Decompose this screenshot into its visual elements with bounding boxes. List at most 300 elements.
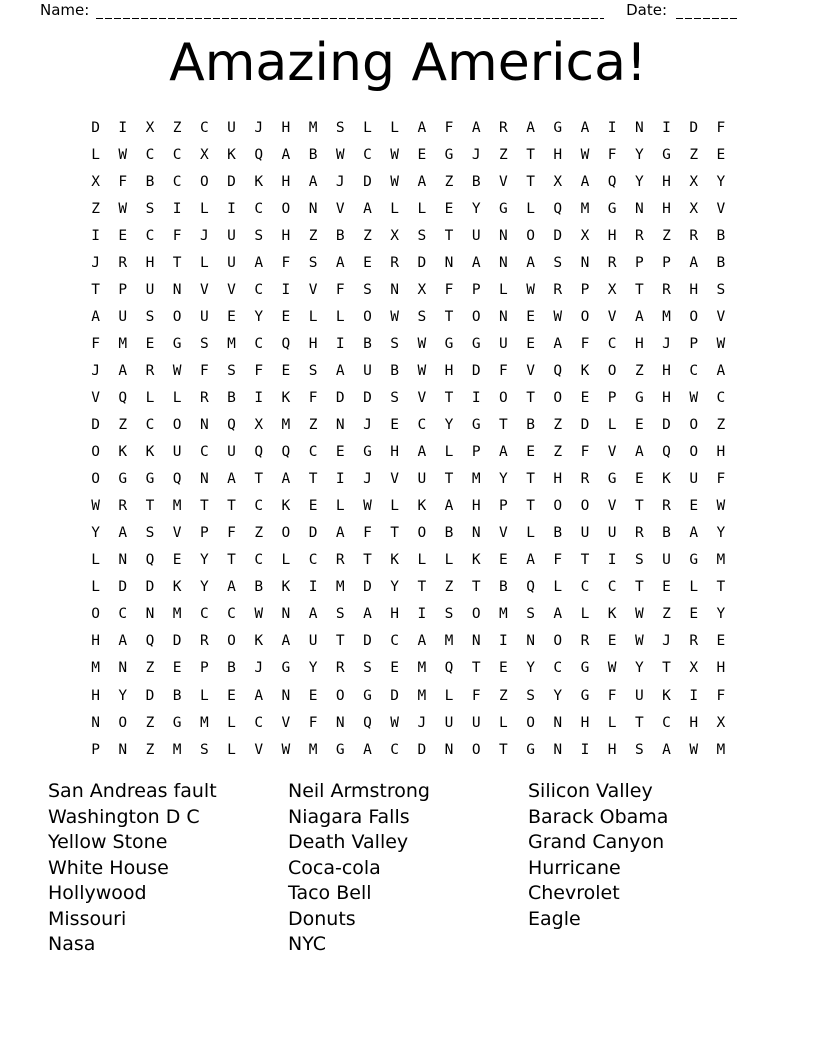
grid-letter: C (716, 389, 726, 406)
grid-letter: N (335, 417, 345, 434)
grid-letter: F (281, 254, 291, 271)
grid-letter: A (471, 119, 481, 136)
grid-letter: N (580, 254, 590, 271)
word-list-column-1 (48, 779, 217, 958)
grid-letter: V (227, 281, 236, 298)
grid-letter: H (689, 714, 699, 731)
grid-letter: H (281, 173, 291, 190)
grid-letter: G (580, 660, 590, 677)
grid-letter: C (227, 606, 236, 623)
grid-letter: L (281, 552, 291, 569)
grid-letter: X (580, 227, 590, 244)
grid-letter: A (335, 362, 345, 379)
grid-letter: J (363, 471, 372, 488)
grid-letter: W (526, 281, 535, 298)
grid-letter: O (417, 525, 427, 542)
grid-letter: U (227, 119, 236, 136)
grid-letter: K (227, 146, 236, 163)
grid-letter: A (526, 552, 535, 569)
grid-letter: C (254, 498, 264, 515)
grid-letter: L (308, 308, 318, 325)
grid-letter: B (335, 227, 345, 244)
grid-letter: V (308, 281, 318, 298)
grid-letter: R (662, 281, 671, 298)
grid-letter: A (689, 525, 699, 542)
grid-letter: M (580, 200, 590, 217)
grid-letter: V (199, 281, 209, 298)
grid-letter: D (335, 389, 345, 406)
grid-row (82, 709, 735, 736)
grid-letter: E (499, 552, 508, 569)
grid-letter: U (471, 227, 481, 244)
grid-letter: L (607, 417, 617, 434)
grid-letter: U (499, 335, 508, 352)
grid-letter: U (417, 471, 427, 488)
grid-letter: F (308, 714, 318, 731)
grid-letter: V (607, 444, 617, 461)
grid-letter: E (444, 200, 454, 217)
grid-letter: H (607, 227, 617, 244)
grid-letter: I (91, 227, 100, 244)
grid-letter: O (91, 471, 100, 488)
grid-letter: Z (145, 741, 155, 758)
grid-letter: F (118, 173, 128, 190)
grid-letter: D (91, 417, 100, 434)
grid-letter: A (363, 200, 372, 217)
grid-letter: L (390, 200, 400, 217)
grid-letter: A (580, 119, 590, 136)
grid-letter: Q (145, 633, 155, 650)
grid-letter: E (417, 146, 427, 163)
grid-letter: X (689, 660, 699, 677)
grid-letter: Y (716, 606, 726, 623)
grid-letter: Z (118, 417, 128, 434)
grid-letter: J (199, 227, 209, 244)
grid-letter: Z (634, 362, 644, 379)
grid-letter: E (308, 687, 318, 704)
grid-letter: E (607, 633, 617, 650)
grid-letter: H (580, 714, 590, 731)
grid-letter: S (417, 308, 427, 325)
grid-letter: E (662, 579, 671, 596)
grid-letter: A (417, 633, 427, 650)
grid-letter: U (118, 308, 128, 325)
word-list-item: Washington D C (48, 805, 200, 828)
grid-letter: T (199, 498, 209, 515)
grid-letter: L (417, 200, 427, 217)
grid-letter: N (499, 227, 508, 244)
grid-letter: B (227, 660, 236, 677)
grid-letter: D (172, 633, 182, 650)
grid-letter: E (227, 308, 236, 325)
grid-letter: A (308, 173, 318, 190)
grid-letter: Q (227, 417, 236, 434)
grid-letter: R (390, 254, 400, 271)
grid-letter: Z (444, 173, 454, 190)
grid-letter: T (580, 552, 590, 569)
grid-letter: I (281, 281, 291, 298)
grid-letter: C (145, 417, 155, 434)
grid-letter: K (417, 498, 427, 515)
grid-row (82, 466, 735, 493)
grid-letter: P (689, 335, 699, 352)
grid-letter: A (227, 579, 236, 596)
word-search-grid (82, 114, 735, 763)
grid-letter: O (363, 308, 372, 325)
grid-letter: E (363, 254, 372, 271)
grid-letter: Z (308, 417, 318, 434)
grid-letter: E (580, 389, 590, 406)
word-list-item: Grand Canyon (528, 831, 665, 853)
grid-letter: R (634, 227, 644, 244)
grid-letter: N (553, 741, 563, 758)
grid-letter: T (417, 579, 427, 596)
grid-letter: R (118, 498, 128, 515)
grid-letter: N (118, 741, 128, 758)
grid-letter: Z (689, 146, 699, 163)
grid-letter: M (281, 417, 291, 434)
grid-letter: W (607, 660, 617, 677)
grid-letter: K (580, 362, 590, 379)
grid-letter: I (607, 119, 617, 136)
grid-row (82, 303, 735, 330)
grid-letter: N (634, 200, 644, 217)
grid-letter: B (363, 335, 372, 352)
grid-row (82, 222, 735, 249)
grid-letter: D (580, 417, 590, 434)
grid-letter: B (716, 254, 726, 271)
grid-letter: S (145, 308, 155, 325)
grid-letter: L (390, 498, 400, 515)
grid-letter: X (91, 173, 100, 190)
grid-letter: A (689, 254, 699, 271)
grid-letter: E (145, 335, 155, 352)
grid-letter: L (689, 579, 699, 596)
grid-letter: W (363, 498, 372, 515)
grid-letter: W (91, 498, 100, 515)
grid-letter: C (553, 660, 563, 677)
grid-letter: B (716, 227, 726, 244)
grid-letter: T (145, 498, 155, 515)
grid-letter: R (662, 498, 671, 515)
grid-letter: N (118, 660, 128, 677)
grid-letter: U (580, 525, 590, 542)
grid-letter: C (199, 119, 209, 136)
grid-letter: O (91, 606, 100, 623)
grid-letter: C (308, 552, 318, 569)
grid-letter: L (91, 552, 100, 569)
grid-letter: K (254, 633, 264, 650)
grid-row (82, 412, 735, 439)
grid-letter: Z (553, 444, 563, 461)
name-label: Name: (40, 1, 90, 19)
grid-letter: K (662, 687, 671, 704)
grid-letter: J (662, 335, 671, 352)
grid-letter: V (281, 714, 291, 731)
grid-letter: A (118, 525, 128, 542)
grid-letter: N (199, 417, 209, 434)
grid-letter: U (227, 227, 236, 244)
grid-letter: A (634, 308, 644, 325)
grid-letter: O (471, 741, 481, 758)
grid-letter: E (526, 444, 535, 461)
grid-letter: Z (662, 606, 671, 623)
grid-letter: N (199, 471, 209, 488)
grid-letter: C (254, 335, 264, 352)
grid-letter: Q (662, 444, 671, 461)
grid-letter: H (662, 362, 671, 379)
grid-letter: J (417, 714, 427, 731)
grid-letter: O (499, 389, 508, 406)
grid-letter: N (118, 552, 128, 569)
grid-letter: F (607, 687, 617, 704)
grid-letter: C (390, 633, 400, 650)
word-list-item: San Andreas fault (48, 780, 217, 802)
grid-letter: S (444, 606, 454, 623)
grid-letter: S (254, 227, 264, 244)
grid-letter: E (308, 498, 318, 515)
grid-letter: P (607, 389, 617, 406)
grid-letter: P (91, 741, 100, 758)
grid-letter: U (363, 362, 372, 379)
grid-letter: N (91, 714, 100, 731)
grid-letter: M (417, 687, 427, 704)
word-list-item: Barack Obama (528, 805, 669, 828)
grid-letter: X (390, 227, 400, 244)
grid-letter: L (526, 200, 535, 217)
grid-letter: T (227, 552, 236, 569)
grid-letter: W (172, 362, 182, 379)
grid-letter: L (199, 254, 209, 271)
grid-letter: K (471, 552, 481, 569)
grid-letter: G (607, 200, 617, 217)
grid-letter: E (390, 660, 400, 677)
grid-letter: Z (553, 417, 563, 434)
grid-letter: B (662, 525, 671, 542)
word-list-item: Neil Armstrong (288, 780, 430, 802)
grid-letter: F (607, 146, 617, 163)
grid-letter: A (254, 687, 264, 704)
grid-letter: A (716, 362, 726, 379)
grid-letter: G (607, 471, 617, 488)
word-list-item: Silicon Valley (528, 780, 653, 802)
grid-letter: W (390, 714, 400, 731)
grid-letter: G (444, 335, 454, 352)
grid-letter: H (91, 633, 100, 650)
grid-letter: B (227, 389, 236, 406)
grid-letter: O (199, 173, 209, 190)
word-list-item: NYC (288, 933, 327, 955)
grid-letter: H (634, 335, 644, 352)
grid-letter: F (471, 687, 481, 704)
grid-letter: D (363, 173, 372, 190)
grid-letter: N (335, 714, 345, 731)
grid-letter: Y (390, 579, 400, 596)
grid-letter: S (363, 281, 372, 298)
grid-letter: G (444, 146, 454, 163)
grid-letter: V (716, 200, 726, 217)
grid-letter: T (526, 173, 535, 190)
grid-letter: T (634, 281, 644, 298)
grid-letter: T (526, 471, 535, 488)
grid-letter: W (634, 606, 644, 623)
grid-letter: T (526, 146, 535, 163)
grid-letter: F (91, 335, 100, 352)
grid-letter: A (417, 119, 427, 136)
grid-row (82, 493, 735, 520)
grid-letter: X (199, 146, 209, 163)
grid-letter: V (716, 308, 726, 325)
grid-letter: I (580, 741, 590, 758)
grid-letter: O (526, 227, 535, 244)
word-list-column-3 (528, 779, 668, 932)
grid-letter: X (607, 281, 617, 298)
grid-letter: D (689, 119, 699, 136)
grid-letter: V (499, 173, 508, 190)
grid-letter: E (689, 498, 699, 515)
grid-letter: W (634, 633, 644, 650)
grid-letter: E (118, 227, 128, 244)
grid-letter: X (417, 281, 427, 298)
grid-letter: E (281, 362, 291, 379)
grid-letter: F (199, 362, 209, 379)
grid-letter: S (526, 606, 535, 623)
grid-row (82, 114, 735, 141)
grid-letter: K (662, 471, 671, 488)
grid-letter: U (662, 552, 671, 569)
grid-letter: A (526, 254, 535, 271)
grid-letter: X (254, 417, 264, 434)
grid-letter: L (91, 579, 100, 596)
grid-letter: S (308, 254, 318, 271)
grid-letter: T (526, 389, 535, 406)
grid-letter: Y (471, 200, 481, 217)
grid-letter: M (172, 606, 182, 623)
grid-letter: B (499, 579, 508, 596)
grid-letter: Z (145, 660, 155, 677)
grid-letter: C (390, 741, 400, 758)
grid-letter: K (145, 444, 155, 461)
grid-letter: J (363, 417, 372, 434)
grid-letter: X (716, 714, 726, 731)
grid-letter: Z (716, 417, 726, 434)
grid-letter: Y (444, 417, 454, 434)
grid-letter: S (199, 335, 209, 352)
grid-letter: K (118, 444, 128, 461)
grid-letter: R (145, 362, 155, 379)
grid-letter: H (662, 173, 671, 190)
grid-letter: T (444, 227, 454, 244)
word-list-item: Death Valley (288, 831, 409, 853)
grid-letter: B (553, 525, 563, 542)
grid-letter: E (526, 308, 535, 325)
page-title: Amazing America! (169, 33, 647, 93)
grid-letter: N (390, 281, 400, 298)
grid-letter: F (363, 525, 372, 542)
grid-letter: C (172, 173, 182, 190)
grid-letter: U (145, 281, 155, 298)
grid-letter: B (471, 173, 481, 190)
grid-letter: U (227, 444, 236, 461)
grid-letter: L (145, 389, 155, 406)
grid-letter: K (254, 173, 264, 190)
grid-letter: R (689, 227, 699, 244)
grid-letter: I (254, 389, 264, 406)
grid-letter: O (553, 389, 563, 406)
grid-letter: V (417, 389, 427, 406)
grid-letter: U (172, 444, 182, 461)
grid-letter: L (199, 200, 209, 217)
grid-letter: Q (553, 200, 563, 217)
grid-letter: H (308, 335, 318, 352)
grid-letter: V (607, 308, 617, 325)
grid-row (82, 141, 735, 168)
grid-letter: H (662, 389, 671, 406)
grid-letter: Y (199, 552, 209, 569)
grid-letter: A (580, 173, 590, 190)
grid-letter: M (499, 606, 508, 623)
word-list-item: Taco Bell (288, 882, 372, 904)
word-list-item: Nasa (48, 933, 96, 955)
grid-letter: R (335, 552, 345, 569)
grid-letter: A (444, 498, 454, 515)
grid-row (82, 682, 735, 709)
grid-letter: H (662, 200, 671, 217)
grid-letter: C (172, 146, 182, 163)
grid-letter: P (471, 281, 481, 298)
grid-letter: G (634, 389, 644, 406)
grid-row (82, 357, 735, 384)
grid-row (82, 384, 735, 411)
grid-letter: T (363, 552, 372, 569)
word-list-item: Hurricane (528, 856, 621, 879)
grid-letter: U (607, 525, 617, 542)
grid-letter: O (118, 714, 128, 731)
grid-letter: Y (716, 173, 726, 190)
grid-letter: W (580, 146, 590, 163)
grid-letter: L (444, 552, 454, 569)
grid-letter: S (390, 335, 400, 352)
grid-letter: Z (363, 227, 372, 244)
grid-letter: F (335, 281, 345, 298)
grid-letter: I (689, 687, 699, 704)
grid-letter: I (417, 606, 427, 623)
grid-letter: A (335, 525, 345, 542)
grid-letter: L (553, 579, 563, 596)
grid-letter: V (526, 362, 535, 379)
grid-letter: H (390, 606, 400, 623)
grid-letter: H (553, 471, 563, 488)
grid-letter: N (145, 606, 155, 623)
grid-letter: W (689, 741, 699, 758)
word-list-column-2 (288, 779, 430, 958)
grid-letter: T (499, 741, 508, 758)
grid-letter: C (254, 200, 264, 217)
grid-letter: B (172, 687, 182, 704)
grid-letter: T (526, 498, 535, 515)
grid-letter: W (390, 146, 400, 163)
grid-letter: C (689, 362, 699, 379)
grid-letter: O (281, 200, 291, 217)
grid-letter: H (444, 362, 454, 379)
grid-letter: F (716, 687, 726, 704)
grid-letter: O (281, 525, 291, 542)
grid-letter: L (580, 606, 590, 623)
grid-letter: Q (553, 362, 563, 379)
grid-letter: X (145, 119, 155, 136)
grid-letter: W (118, 200, 128, 217)
grid-letter: K (607, 606, 617, 623)
